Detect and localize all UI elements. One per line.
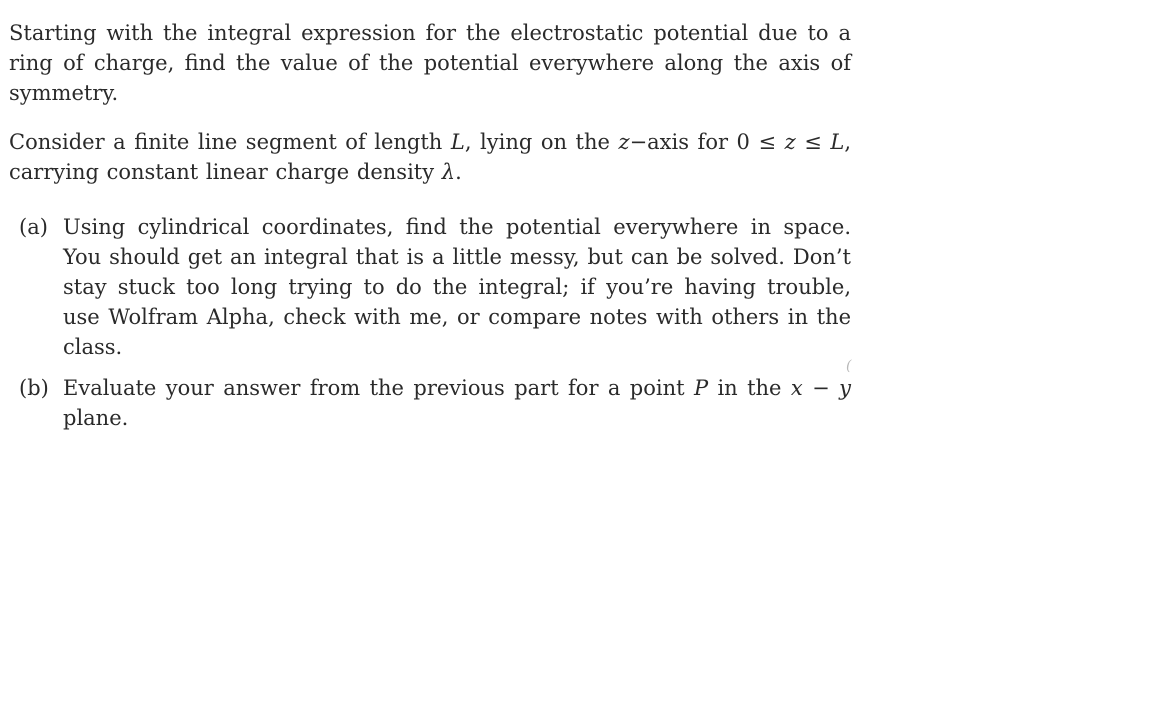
- part-b-text-1: Evaluate your answer from the previous part for a point: [63, 376, 694, 400]
- document-body: [9, 18, 851, 444]
- math-y: y: [839, 376, 851, 400]
- part-b-text-2: in the: [708, 376, 791, 400]
- math-L: L: [450, 130, 465, 154]
- intro-text: Starting with the integral expression for the electrostatic potential due to a ring of charge, find the value of the potential everywhere along the axis of symmetry.: [9, 21, 851, 105]
- part-b-text: [63, 373, 851, 433]
- math-x: x: [790, 376, 803, 400]
- setup-text-5: , carrying constant linear charge density: [9, 130, 851, 184]
- part-a-label: (a): [19, 215, 48, 239]
- part-a-text: Using cylindrical coordinates, find the potential everywhere in space. You should get an integral that is a little messy, but can be solved. Don’t stay stuck too long trying to do the integral; if you’re having trouble, use Wolfram Alpha, check with me, or compare notes with others in the class.: [63, 215, 851, 359]
- math-L-2: L: [830, 130, 845, 154]
- part-b-text-3: plane.: [63, 406, 129, 430]
- setup-text-3: −axis for 0 ≤: [629, 130, 785, 154]
- math-P: P: [693, 376, 709, 400]
- question-parts: [9, 212, 851, 433]
- setup-paragraph: [9, 127, 851, 187]
- intro-paragraph: [9, 18, 851, 108]
- math-z: z: [618, 130, 630, 154]
- math-lambda: λ: [441, 160, 456, 184]
- setup-text-2: , lying on the: [464, 130, 619, 154]
- part-a: [9, 212, 851, 362]
- part-b-label: (b): [19, 376, 49, 400]
- stray-mark: (: [846, 358, 852, 374]
- setup-text-4: ≤: [795, 130, 831, 154]
- part-b: [9, 373, 851, 433]
- math-z-2: z: [784, 130, 796, 154]
- math-minus: −: [802, 376, 840, 400]
- setup-text-1: Consider a finite line segment of length: [9, 130, 451, 154]
- setup-text-6: .: [455, 160, 462, 184]
